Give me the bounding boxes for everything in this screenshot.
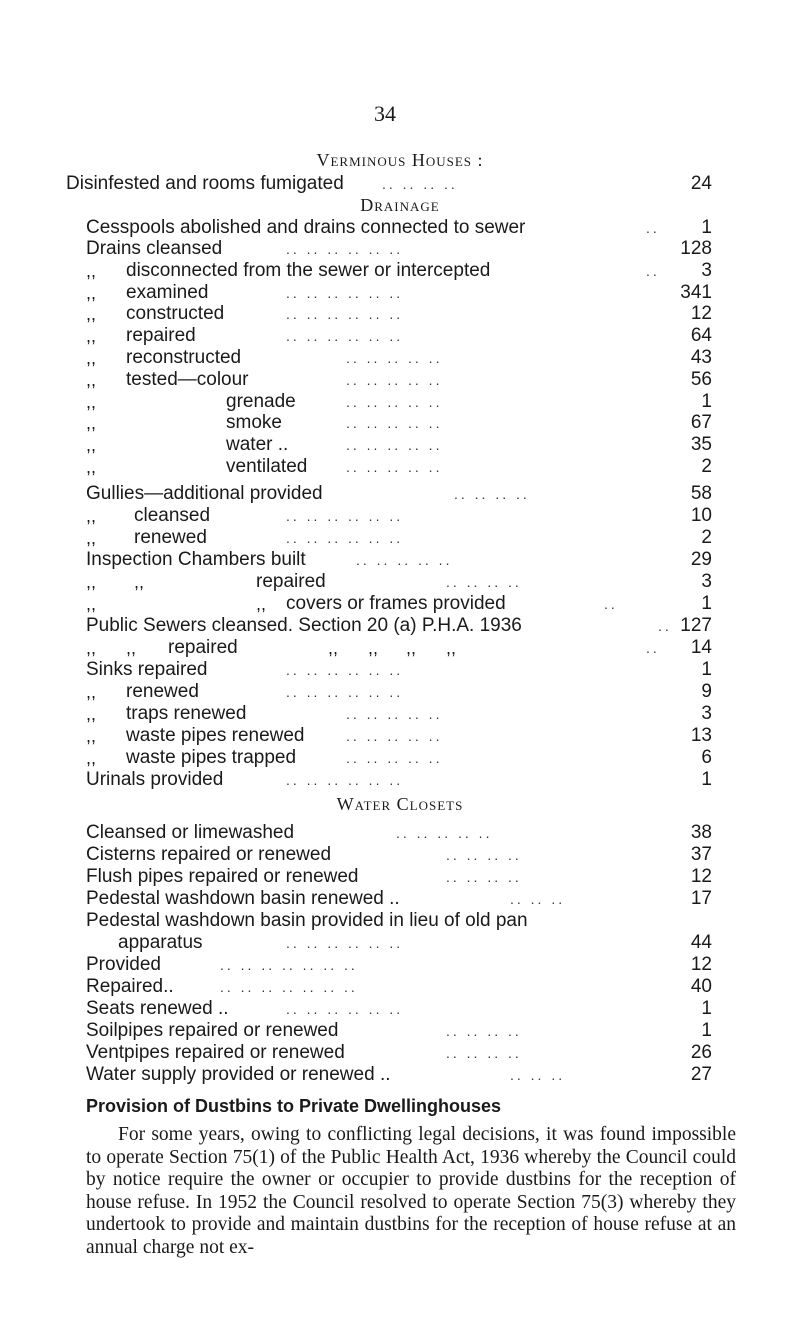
row-label: Gullies—additional provided [86, 483, 323, 504]
leader-dots: .. .. .. .. .. .. [286, 684, 404, 700]
row-waste-pipes-trapped [0, 747, 800, 769]
leader-dots: .. [658, 618, 672, 634]
row-value: 29 [690, 549, 712, 570]
row-label: Cisterns repaired or renewed [86, 844, 332, 865]
row-label: Disinfested and rooms fumigated [66, 173, 344, 194]
row-value: 35 [690, 434, 712, 455]
row-wc-pedestal-renewed [0, 888, 800, 910]
row-value: 38 [690, 822, 712, 843]
row-label: Flush pipes repaired or renewed [86, 866, 359, 887]
leader-dots: .. .. .. .. .. [346, 350, 443, 366]
row-value: 3 [701, 571, 712, 592]
ditto-mark: ,, [134, 572, 145, 592]
row-label: Repaired.. [86, 976, 174, 997]
dustbins-title: Provision of Dustbins to Private Dwellinghouses [86, 1096, 502, 1116]
ditto-mark: ,, [86, 682, 97, 702]
row-gullies-renewed [0, 527, 800, 549]
ditto-mark: ,, [86, 435, 97, 455]
row-cesspools [0, 217, 800, 239]
row-value: 1 [701, 998, 712, 1019]
row-label: grenade [226, 391, 296, 412]
row-value: 44 [690, 932, 712, 953]
leader-dots: .. .. .. .. .. .. [286, 935, 404, 951]
ditto-mark: ,, [406, 638, 417, 658]
leader-dots: .. .. .. .. .. [346, 437, 443, 453]
leader-dots: .. [646, 263, 660, 279]
leader-dots: .. .. .. .. .. [346, 706, 443, 722]
row-label: water .. [226, 434, 289, 455]
ditto-mark: ,, [86, 704, 97, 724]
row-drains-constructed [0, 303, 800, 325]
row-public-sewers-cleansed [0, 615, 800, 637]
ditto-mark: ,, [86, 638, 97, 658]
row-label: repaired [168, 637, 238, 658]
row-label: Cleansed or limewashed [86, 822, 295, 843]
dustbins-paragraph: For some years, owing to conflicting legal decisions, it was found impossible to operate Section 75(1) of the Public Health Act, 1936 whereby the Council could by notice require the owner or occupier to provide dustbins for the reception of house refuse. In 1952 the Council resolved to operate Section 75(3) whereby they undertook to provide and maintain dustbins for the reception of house refuse at an annual charge not ex- [86, 1124, 736, 1258]
leader-dots: .. .. .. .. [446, 574, 522, 590]
row-disinfested [0, 173, 800, 195]
ditto-mark: ,, [368, 638, 379, 658]
row-waste-pipes-renewed [0, 725, 800, 747]
row-label: Seats renewed .. [86, 998, 229, 1019]
row-gullies-cleansed [0, 505, 800, 527]
row-value: 56 [690, 369, 712, 390]
row-drains-repaired [0, 325, 800, 347]
row-inspection-covers [0, 593, 800, 615]
leader-dots: .. .. .. .. .. [346, 750, 443, 766]
row-wc-repaired [0, 976, 800, 998]
ditto-mark: ,, [86, 572, 97, 592]
leader-dots: .. .. .. .. .. .. [286, 662, 404, 678]
row-label: apparatus [118, 932, 203, 953]
ditto-mark: ,, [86, 304, 97, 324]
row-label: covers or frames provided [286, 593, 506, 614]
leader-dots: .. .. .. [510, 1067, 566, 1083]
heading-water-closets: Water Closets [336, 794, 464, 814]
row-gullies-provided [0, 483, 800, 505]
row-value: 1 [701, 593, 712, 614]
leader-dots: .. .. .. .. .. [346, 415, 443, 431]
ditto-mark: ,, [86, 261, 97, 281]
ditto-mark: ,, [86, 726, 97, 746]
ditto-mark: ,, [86, 457, 97, 477]
leader-dots: .. [646, 640, 660, 656]
row-value: 6 [701, 747, 712, 768]
row-wc-cisterns [0, 844, 800, 866]
row-drains-examined [0, 282, 800, 304]
row-drains-tested-colour [0, 369, 800, 391]
row-value: 24 [690, 173, 712, 194]
row-value: 2 [701, 456, 712, 477]
ditto-mark: ,, [86, 528, 97, 548]
row-value: 1 [701, 769, 712, 790]
row-label: Drains cleansed [86, 238, 223, 259]
leader-dots: .. .. .. .. .. .. [286, 772, 404, 788]
ditto-mark: ,, [86, 392, 97, 412]
ditto-mark: ,, [86, 283, 97, 303]
row-sinks-repaired [0, 659, 800, 681]
row-value: 17 [690, 888, 712, 909]
row-value: 341 [680, 282, 712, 303]
row-value: 9 [701, 681, 712, 702]
row-wc-soilpipes [0, 1020, 800, 1042]
row-label: disconnected from the sewer or intercepted [126, 260, 491, 281]
row-value: 67 [690, 412, 712, 433]
row-wc-water-supply [0, 1064, 800, 1086]
row-label: repaired [256, 571, 326, 592]
row-value: 26 [690, 1042, 712, 1063]
row-label: Urinals provided [86, 769, 224, 790]
ditto-mark: ,, [86, 748, 97, 768]
row-drains-water [0, 434, 800, 456]
row-inspection-repaired [0, 571, 800, 593]
row-value: 1 [701, 217, 712, 238]
row-label: waste pipes trapped [126, 747, 297, 768]
leader-dots: .. .. .. .. .. .. .. [220, 957, 358, 973]
row-label: constructed [126, 303, 225, 324]
row-sinks-renewed [0, 681, 800, 703]
leader-dots: .. .. .. .. .. [396, 825, 493, 841]
page-number: 34 [374, 101, 396, 126]
row-value: 1 [701, 1020, 712, 1041]
row-label: traps renewed [126, 703, 247, 724]
row-value: 14 [690, 637, 712, 658]
row-label: Inspection Chambers built [86, 549, 306, 570]
row-label: Sinks repaired [86, 659, 208, 680]
ditto-mark: ,, [446, 638, 457, 658]
row-value: 3 [701, 703, 712, 724]
ditto-mark: ,, [86, 594, 97, 614]
row-value: 128 [680, 238, 712, 259]
row-drains-disconnected [0, 260, 800, 282]
row-wc-provided [0, 954, 800, 976]
ditto-mark: ,, [86, 348, 97, 368]
row-label: renewed [126, 681, 199, 702]
row-wc-ventpipes [0, 1042, 800, 1064]
leader-dots: .. .. .. .. [446, 847, 522, 863]
leader-dots: .. .. .. .. [446, 869, 522, 885]
row-value: 37 [690, 844, 712, 865]
row-value: 64 [690, 325, 712, 346]
ditto-mark: ,, [86, 506, 97, 526]
leader-dots: .. [604, 596, 618, 612]
row-label: repaired [126, 325, 196, 346]
ditto-mark: ,, [86, 370, 97, 390]
row-public-sewers-repaired [0, 637, 800, 659]
row-wc-seats [0, 998, 800, 1020]
leader-dots: .. .. .. .. .. .. [286, 1001, 404, 1017]
row-drains-grenade [0, 391, 800, 413]
row-label: Cesspools abolished and drains connected to sewer [86, 217, 526, 238]
row-value: 3 [701, 260, 712, 281]
row-drains-cleansed [0, 238, 800, 260]
row-label: ventilated [226, 456, 308, 477]
row-value: 127 [680, 615, 712, 636]
heading-verminous-houses: Verminous Houses : [316, 150, 484, 170]
ditto-mark: ,, [86, 413, 97, 433]
row-value: 43 [690, 347, 712, 368]
row-label: Water supply provided or renewed .. [86, 1064, 391, 1085]
leader-dots: .. .. .. .. .. .. [286, 328, 404, 344]
row-value: 12 [690, 954, 712, 975]
ditto-mark: ,, [86, 326, 97, 346]
row-label: Ventpipes repaired or renewed [86, 1042, 345, 1063]
leader-dots: .. .. .. .. .. [346, 459, 443, 475]
row-value: 10 [690, 505, 712, 526]
ditto-mark: ,, [328, 638, 339, 658]
leader-dots: .. .. .. .. .. .. [286, 530, 404, 546]
row-label: examined [126, 282, 209, 303]
row-label: cleansed [134, 505, 211, 526]
leader-dots: .. .. .. .. [454, 486, 530, 502]
row-label: Public Sewers cleansed. Section 20 (a) P.H.A. 1936 [86, 615, 522, 636]
row-value: 2 [701, 527, 712, 548]
row-value: 13 [690, 725, 712, 746]
leader-dots: .. .. .. [510, 891, 566, 907]
row-label: Soilpipes repaired or renewed [86, 1020, 339, 1041]
leader-dots: .. .. .. .. [446, 1023, 522, 1039]
row-label: Pedestal washdown basin renewed .. [86, 888, 400, 909]
row-value: 40 [690, 976, 712, 997]
ditto-mark: ,, [126, 638, 137, 658]
leader-dots: .. .. .. .. .. [346, 394, 443, 410]
row-value: 1 [701, 391, 712, 412]
row-value: 12 [690, 866, 712, 887]
row-wc-pedestal-provided [0, 910, 800, 932]
row-urinals-provided [0, 769, 800, 791]
row-wc-cleansed [0, 822, 800, 844]
row-value: 1 [701, 659, 712, 680]
row-label: smoke [226, 412, 282, 433]
heading-drainage: Drainage [360, 195, 440, 215]
row-value: 27 [690, 1064, 712, 1085]
row-value: 12 [690, 303, 712, 324]
row-traps-renewed [0, 703, 800, 725]
leader-dots: .. .. .. .. .. [346, 372, 443, 388]
row-inspection-built [0, 549, 800, 571]
leader-dots: .. [646, 220, 660, 236]
leader-dots: .. .. .. .. [382, 176, 458, 192]
row-label: reconstructed [126, 347, 242, 368]
row-drains-reconstructed [0, 347, 800, 369]
row-label: Provided [86, 954, 161, 975]
leader-dots: .. .. .. .. .. .. [286, 241, 404, 257]
leader-dots: .. .. .. .. .. .. .. [220, 979, 358, 995]
ditto-mark: ,, [256, 594, 267, 614]
leader-dots: .. .. .. .. .. [356, 552, 453, 568]
row-label: tested—colour [126, 369, 249, 390]
row-drains-smoke [0, 412, 800, 434]
row-wc-pedestal-provided-cont [0, 932, 800, 954]
row-label: waste pipes renewed [126, 725, 305, 746]
row-label: renewed [134, 527, 207, 548]
leader-dots: .. .. .. .. .. [346, 728, 443, 744]
row-drains-ventilated [0, 456, 800, 478]
row-wc-flush-pipes [0, 866, 800, 888]
row-label: Pedestal washdown basin provided in lieu of old pan [86, 910, 528, 931]
leader-dots: .. .. .. .. .. .. [286, 285, 404, 301]
leader-dots: .. .. .. .. .. .. [286, 306, 404, 322]
leader-dots: .. .. .. .. .. .. [286, 508, 404, 524]
row-value: 58 [690, 483, 712, 504]
leader-dots: .. .. .. .. [446, 1045, 522, 1061]
